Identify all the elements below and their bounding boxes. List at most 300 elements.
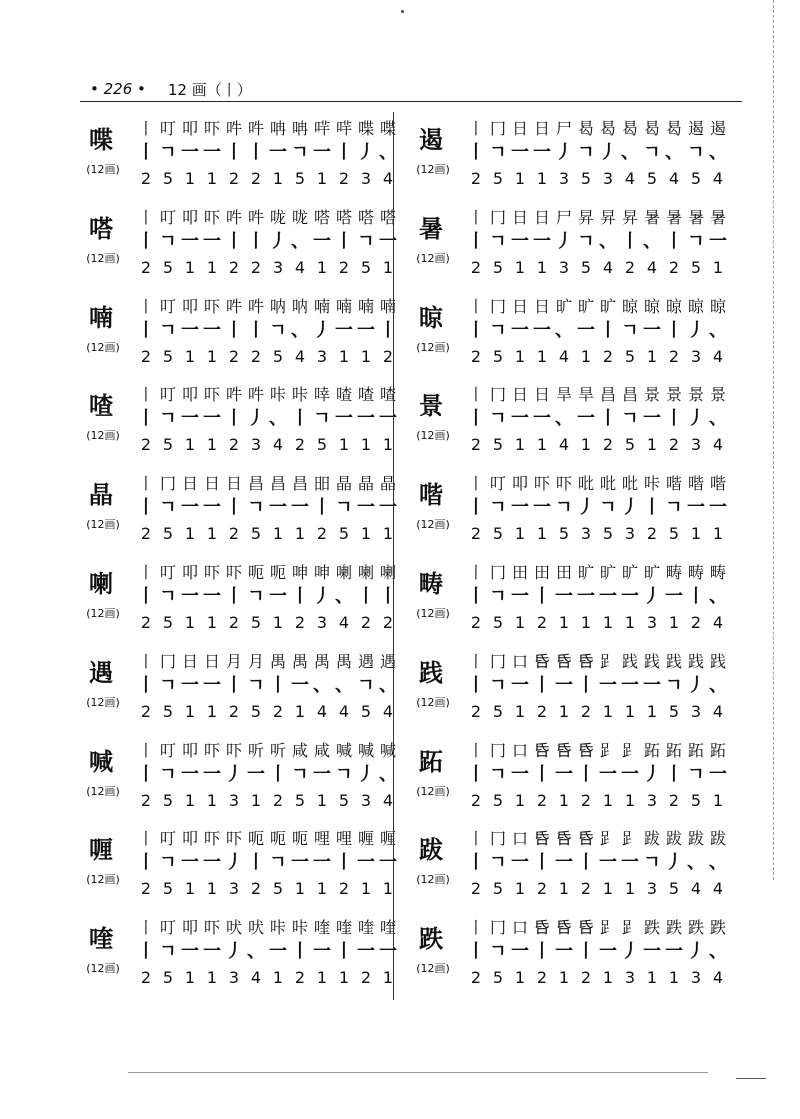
progression-step: 丨 <box>137 740 154 760</box>
stroke-progression <box>466 207 728 229</box>
stroke-shape: 丨 <box>291 585 309 607</box>
stroke-progression <box>136 384 398 406</box>
stroke-shape: ㄱ <box>489 230 507 252</box>
stroke-codes <box>466 878 728 900</box>
stroke-shape: 丨 <box>335 852 353 874</box>
progression-step: 叩 <box>181 829 198 849</box>
progression-step: 跖 <box>665 740 682 760</box>
stroke-shape: 一 <box>357 941 375 963</box>
stroke-shape: 、 <box>247 941 265 963</box>
progression-step: 昇 <box>621 207 638 227</box>
progression-step: 跖 <box>687 740 704 760</box>
progression-step: 跖 <box>709 740 726 760</box>
stroke-code: 5 <box>338 524 350 544</box>
progression-step: 𧾷 <box>599 829 616 849</box>
stroke-entry <box>78 645 398 734</box>
progression-step: 咔 <box>291 918 308 938</box>
progression-step: 叩 <box>181 119 198 138</box>
stroke-code: 1 <box>294 879 306 899</box>
stroke-code: 5 <box>558 524 570 544</box>
stroke-code: 3 <box>624 524 636 544</box>
stroke-shape: 丨 <box>467 585 485 607</box>
stroke-code: 3 <box>360 169 372 188</box>
stroke-entry <box>408 467 728 556</box>
stroke-code: 1 <box>668 968 680 988</box>
stroke-code: 5 <box>492 257 504 277</box>
stroke-code: 2 <box>250 879 262 899</box>
stroke-code: 1 <box>382 524 394 544</box>
stroke-code: 5 <box>162 879 174 899</box>
stroke-code: 2 <box>536 879 548 899</box>
entry-character: 喊 <box>89 747 113 776</box>
scan-edge-line <box>773 0 774 880</box>
stroke-code: 4 <box>338 612 350 632</box>
stroke-code: 1 <box>206 701 218 721</box>
progression-step: 跋 <box>665 829 682 849</box>
progression-step: 昌 <box>599 385 616 405</box>
stroke-progression <box>136 562 398 584</box>
progression-step: 晾 <box>665 296 682 316</box>
stroke-shape: ㄱ <box>159 142 177 163</box>
stroke-codes <box>136 701 398 723</box>
stroke-shape: 一 <box>555 852 573 874</box>
progression-step: 呥 <box>269 119 286 138</box>
stroke-code: 2 <box>338 169 350 188</box>
stroke-code: 5 <box>492 346 504 366</box>
stroke-progression <box>136 917 398 939</box>
progression-step: 叩 <box>181 207 198 227</box>
stroke-code: 2 <box>536 701 548 721</box>
stroke-entry <box>408 911 728 1000</box>
stroke-shapes <box>136 586 398 608</box>
stroke-shape: ㄱ <box>159 230 177 252</box>
progression-step: 曷 <box>577 119 594 138</box>
stroke-shape: 一 <box>533 408 551 430</box>
stroke-shape: 一 <box>379 408 397 430</box>
stroke-shape: ㄱ <box>489 497 507 519</box>
stroke-code: 3 <box>646 879 658 899</box>
stroke-code: 1 <box>184 346 196 366</box>
stroke-code: 1 <box>602 790 614 810</box>
bottom-mark <box>736 1078 766 1079</box>
progression-step: 𠯑 <box>533 651 550 671</box>
stroke-shape: 、 <box>555 408 573 430</box>
progression-step: 𧾷 <box>599 740 616 760</box>
stroke-shape: 丨 <box>137 142 155 163</box>
stroke-code: 1 <box>558 879 570 899</box>
entry-head <box>408 378 466 466</box>
stroke-code: 2 <box>470 968 482 988</box>
progression-step: 叮 <box>159 740 176 760</box>
stroke-code: 2 <box>228 524 240 544</box>
stroke-shape: ㄱ <box>159 941 177 963</box>
progression-step: 冂 <box>489 918 506 938</box>
progression-step: 冂 <box>489 651 506 671</box>
progression-step: 吓 <box>203 296 220 316</box>
stroke-code: 5 <box>294 169 306 188</box>
stroke-code: 1 <box>184 968 196 988</box>
stroke-code: 1 <box>536 435 548 455</box>
stroke-count: (12画) <box>416 962 450 976</box>
stroke-entry <box>408 290 728 379</box>
progression-step: 禺 <box>313 651 330 671</box>
stroke-entry <box>408 378 728 467</box>
progression-step: 冂 <box>159 474 176 494</box>
stroke-shapes <box>136 764 398 786</box>
stroke-code: 1 <box>712 524 724 544</box>
progression-step: 日 <box>533 385 550 405</box>
progression-step: 叮 <box>159 918 176 938</box>
progression-step: 哶 <box>313 119 330 138</box>
progression-step: 昌 <box>269 474 286 494</box>
stroke-shape: 一 <box>203 319 221 341</box>
stroke-shape: ㄱ <box>313 408 331 430</box>
entry-head <box>78 556 136 644</box>
stroke-code: 2 <box>316 524 328 544</box>
progression-step: 冂 <box>489 385 506 405</box>
stroke-codes <box>466 168 728 190</box>
stroke-code: 4 <box>712 879 724 899</box>
stroke-code: 2 <box>470 346 482 366</box>
stroke-code: 5 <box>602 524 614 544</box>
stroke-shape: 丨 <box>621 230 639 252</box>
stroke-code: 5 <box>250 524 262 544</box>
stroke-shapes <box>466 852 728 874</box>
progression-step: 喋 <box>379 119 396 138</box>
stroke-code: 2 <box>668 257 680 277</box>
stroke-shape: 一 <box>181 408 199 430</box>
entry-character: 喋 <box>89 126 113 154</box>
progression-step: 日 <box>533 119 550 138</box>
progression-step: 禺 <box>291 651 308 671</box>
stroke-shapes <box>136 941 398 963</box>
stroke-code: 3 <box>690 701 702 721</box>
stroke-code: 3 <box>250 435 262 455</box>
stroke-shape: 一 <box>599 674 617 696</box>
stroke-count: (12画) <box>416 251 450 265</box>
stroke-progression <box>466 296 728 318</box>
stroke-shape: 一 <box>533 319 551 341</box>
stroke-code: 2 <box>580 968 592 988</box>
entry-character: 喈 <box>419 481 443 510</box>
stroke-shape: 一 <box>181 585 199 607</box>
stroke-code: 5 <box>162 790 174 810</box>
progression-step: 尸 <box>555 119 572 138</box>
progression-step: 喈 <box>687 474 704 494</box>
stroke-shape: ㄱ <box>159 497 177 519</box>
progression-step: 喹 <box>379 918 396 938</box>
stroke-shape: 一 <box>533 230 551 252</box>
progression-step: 喳 <box>335 385 352 405</box>
progression-step: 叮 <box>489 474 506 494</box>
progression-step: 昍 <box>313 474 330 494</box>
stroke-shape: 丿 <box>225 763 243 785</box>
stroke-code: 3 <box>690 346 702 366</box>
stroke-codes <box>136 346 398 368</box>
stroke-shape: 丨 <box>599 319 617 341</box>
progression-step: 吡 <box>599 474 616 494</box>
progression-step: 吓 <box>203 562 220 582</box>
progression-step: 嗒 <box>335 207 352 227</box>
stroke-shape: ㄱ <box>489 852 507 874</box>
progression-step: 昌 <box>621 385 638 405</box>
stroke-shape: ㄱ <box>687 230 705 252</box>
progression-step: 冂 <box>489 296 506 316</box>
progression-step: 咸 <box>291 740 308 760</box>
stroke-shape: 一 <box>621 585 639 607</box>
progression-step: 叮 <box>159 829 176 849</box>
stroke-code: 2 <box>294 612 306 632</box>
stroke-shape: 一 <box>511 674 529 696</box>
stroke-codes <box>466 967 728 989</box>
progression-step: 吓 <box>203 829 220 849</box>
progression-step: 吽 <box>225 385 242 405</box>
stroke-code: 1 <box>514 169 526 188</box>
stroke-shape: ㄱ <box>269 319 287 341</box>
stroke-shape: 一 <box>511 230 529 252</box>
stroke-shape: 丿 <box>555 142 573 163</box>
stroke-shape: 一 <box>203 852 221 874</box>
stroke-code: 5 <box>316 435 328 455</box>
stroke-code: 4 <box>712 612 724 632</box>
progression-step: 叩 <box>181 296 198 316</box>
stroke-code: 4 <box>712 435 724 455</box>
stroke-progression <box>136 828 398 850</box>
progression-step: 日 <box>533 296 550 316</box>
stroke-code: 4 <box>382 790 394 810</box>
stroke-entry <box>78 378 398 467</box>
stroke-code: 1 <box>514 435 526 455</box>
stroke-code: 4 <box>294 257 306 277</box>
progression-step: 暑 <box>643 207 660 227</box>
stroke-shape: 一 <box>555 585 573 607</box>
stroke-entry <box>78 467 398 556</box>
progression-step: 晶 <box>357 474 374 494</box>
stroke-shape: 一 <box>313 852 331 874</box>
stroke-shape: ㄱ <box>489 142 507 163</box>
stroke-shape: 一 <box>599 941 617 963</box>
stroke-shape: 一 <box>203 763 221 785</box>
stroke-shape: 一 <box>269 497 287 519</box>
stroke-shape: ㄱ <box>159 319 177 341</box>
stroke-shape: 丨 <box>577 941 595 963</box>
progression-step: 丨 <box>467 474 484 494</box>
stroke-code: 5 <box>492 524 504 544</box>
stroke-code: 4 <box>382 701 394 721</box>
stroke-code: 2 <box>536 968 548 988</box>
progression-step: 遏 <box>709 119 726 138</box>
stroke-shape: ㄱ <box>335 763 353 785</box>
stroke-shape: 、 <box>709 941 727 963</box>
stroke-shape: 一 <box>379 941 397 963</box>
entry-head <box>408 290 466 378</box>
entry-head <box>78 911 136 999</box>
progression-step: 冂 <box>159 651 176 671</box>
stroke-shape: 丨 <box>467 763 485 785</box>
stroke-shape: 一 <box>269 941 287 963</box>
stroke-shape: 丨 <box>291 408 309 430</box>
stroke-code: 1 <box>536 346 548 366</box>
stroke-count: (12画) <box>416 429 450 443</box>
stroke-shape: 一 <box>203 585 221 607</box>
stroke-shape: 丨 <box>467 674 485 696</box>
progression-step: 尸 <box>555 207 572 227</box>
stroke-shape: ㄱ <box>269 852 287 874</box>
stroke-shape: 一 <box>181 852 199 874</box>
progression-step: 呃 <box>269 562 286 582</box>
progression-step: 叮 <box>159 296 176 316</box>
stroke-shape: 一 <box>555 941 573 963</box>
progression-step: 呐 <box>291 296 308 316</box>
progression-step: 跋 <box>709 829 726 849</box>
stroke-shape: 丨 <box>533 674 551 696</box>
stroke-code: 5 <box>492 169 504 188</box>
progression-step: 曷 <box>621 119 638 138</box>
stroke-code: 1 <box>206 346 218 366</box>
stroke-shape: 、 <box>709 852 727 874</box>
stroke-shape: ㄱ <box>599 497 617 519</box>
stroke-code: 1 <box>580 346 592 366</box>
stroke-code: 1 <box>360 435 372 455</box>
stroke-code: 2 <box>602 346 614 366</box>
stroke-code: 5 <box>162 169 174 188</box>
stroke-code: 2 <box>294 435 306 455</box>
stroke-code: 1 <box>382 879 394 899</box>
stroke-code: 1 <box>360 524 372 544</box>
stroke-shape: 一 <box>379 230 397 252</box>
left-column <box>78 112 398 1000</box>
progression-step: 遇 <box>357 651 374 671</box>
stroke-code: 5 <box>492 612 504 632</box>
entry-character: 喃 <box>89 303 113 332</box>
progression-step: 𧾷 <box>621 918 638 938</box>
stroke-entry <box>78 556 398 645</box>
stroke-code: 1 <box>316 790 328 810</box>
stroke-count: (12画) <box>416 784 450 798</box>
stroke-code: 1 <box>184 257 196 277</box>
stroke-codes <box>466 257 728 279</box>
stroke-count: (12画) <box>86 518 120 532</box>
progression-step: 昌 <box>247 474 264 494</box>
entry-character: 喳 <box>89 392 113 421</box>
stroke-code: 1 <box>338 435 350 455</box>
stroke-shape: 一 <box>203 230 221 252</box>
stroke-code: 1 <box>184 435 196 455</box>
entry-head <box>408 911 466 999</box>
progression-step: 嗒 <box>379 207 396 227</box>
stroke-shape: 丿 <box>313 585 331 607</box>
progression-step: 丨 <box>467 296 484 316</box>
stroke-shape: 一 <box>203 941 221 963</box>
stroke-shape: 一 <box>643 319 661 341</box>
progression-step: 遇 <box>379 651 396 671</box>
progression-step: 呃 <box>247 829 264 849</box>
stroke-shape: 丨 <box>291 941 309 963</box>
stroke-shape: 丨 <box>467 941 485 963</box>
stroke-code: 2 <box>470 257 482 277</box>
stroke-shape: ㄱ <box>357 674 375 696</box>
stroke-shape: 丨 <box>577 674 595 696</box>
stroke-code: 2 <box>140 790 152 810</box>
stroke-shape: 、 <box>687 852 705 874</box>
progression-step: 吓 <box>203 385 220 405</box>
stroke-shape: 丨 <box>225 230 243 252</box>
stroke-code: 1 <box>272 169 284 188</box>
stroke-code: 1 <box>668 612 680 632</box>
stroke-progression <box>466 118 728 140</box>
stroke-shape: 、 <box>335 674 353 696</box>
stroke-shape: 一 <box>599 763 617 785</box>
stroke-shape: 一 <box>181 941 199 963</box>
stroke-entry <box>78 201 398 290</box>
entry-character: 畴 <box>419 569 443 598</box>
progression-step: 吽 <box>225 119 242 138</box>
stroke-code: 2 <box>580 701 592 721</box>
stroke-code: 5 <box>690 790 702 810</box>
progression-step: 喇 <box>379 562 396 582</box>
progression-step: 暑 <box>709 207 726 227</box>
progression-step: 吓 <box>203 119 220 138</box>
progression-step: 咙 <box>269 207 286 227</box>
progression-step: 喊 <box>357 740 374 760</box>
stroke-shape: ㄱ <box>247 674 265 696</box>
stroke-shape: 丿 <box>621 497 639 519</box>
progression-step: 咔 <box>269 385 286 405</box>
stroke-code: 1 <box>558 701 570 721</box>
progression-step: 践 <box>643 651 660 671</box>
scan-speck <box>401 10 404 13</box>
stroke-code: 4 <box>250 968 262 988</box>
progression-step: 日 <box>511 296 528 316</box>
progression-step: 吠 <box>225 918 242 938</box>
progression-step: 吠 <box>247 918 264 938</box>
stroke-shapes <box>136 675 398 697</box>
stroke-code: 2 <box>470 879 482 899</box>
stroke-code: 5 <box>162 257 174 277</box>
stroke-shape: 丿 <box>577 497 595 519</box>
progression-step: 日 <box>203 651 220 671</box>
entry-character: 跖 <box>419 747 443 776</box>
progression-step: 畴 <box>665 562 682 582</box>
stroke-progression <box>136 740 398 762</box>
stroke-shape: 丿 <box>225 941 243 963</box>
stroke-codes <box>136 878 398 900</box>
progression-step: 咔 <box>269 918 286 938</box>
stroke-shape: ㄱ <box>555 497 573 519</box>
stroke-shape: 丨 <box>357 585 375 607</box>
stroke-code: 2 <box>338 879 350 899</box>
stroke-code: 1 <box>360 346 372 366</box>
progression-step: 𠯑 <box>555 829 572 849</box>
stroke-count: (12画) <box>86 606 120 620</box>
stroke-shape: 一 <box>247 763 265 785</box>
progression-step: 喈 <box>709 474 726 494</box>
progression-step: 禺 <box>269 651 286 671</box>
progression-step: 畴 <box>709 562 726 582</box>
stroke-shape: 一 <box>203 674 221 696</box>
stroke-code: 4 <box>646 257 658 277</box>
stroke-shape: ㄱ <box>687 763 705 785</box>
stroke-code: 5 <box>162 968 174 988</box>
stroke-shape: 丿 <box>643 763 661 785</box>
progression-step: 嗒 <box>313 207 330 227</box>
stroke-code: 5 <box>360 257 372 277</box>
stroke-shape: 、 <box>379 674 397 696</box>
progression-step: 旱 <box>577 385 594 405</box>
header-rule <box>80 101 742 102</box>
stroke-code: 1 <box>602 879 614 899</box>
section-title: 12 画（丨） <box>167 80 252 99</box>
